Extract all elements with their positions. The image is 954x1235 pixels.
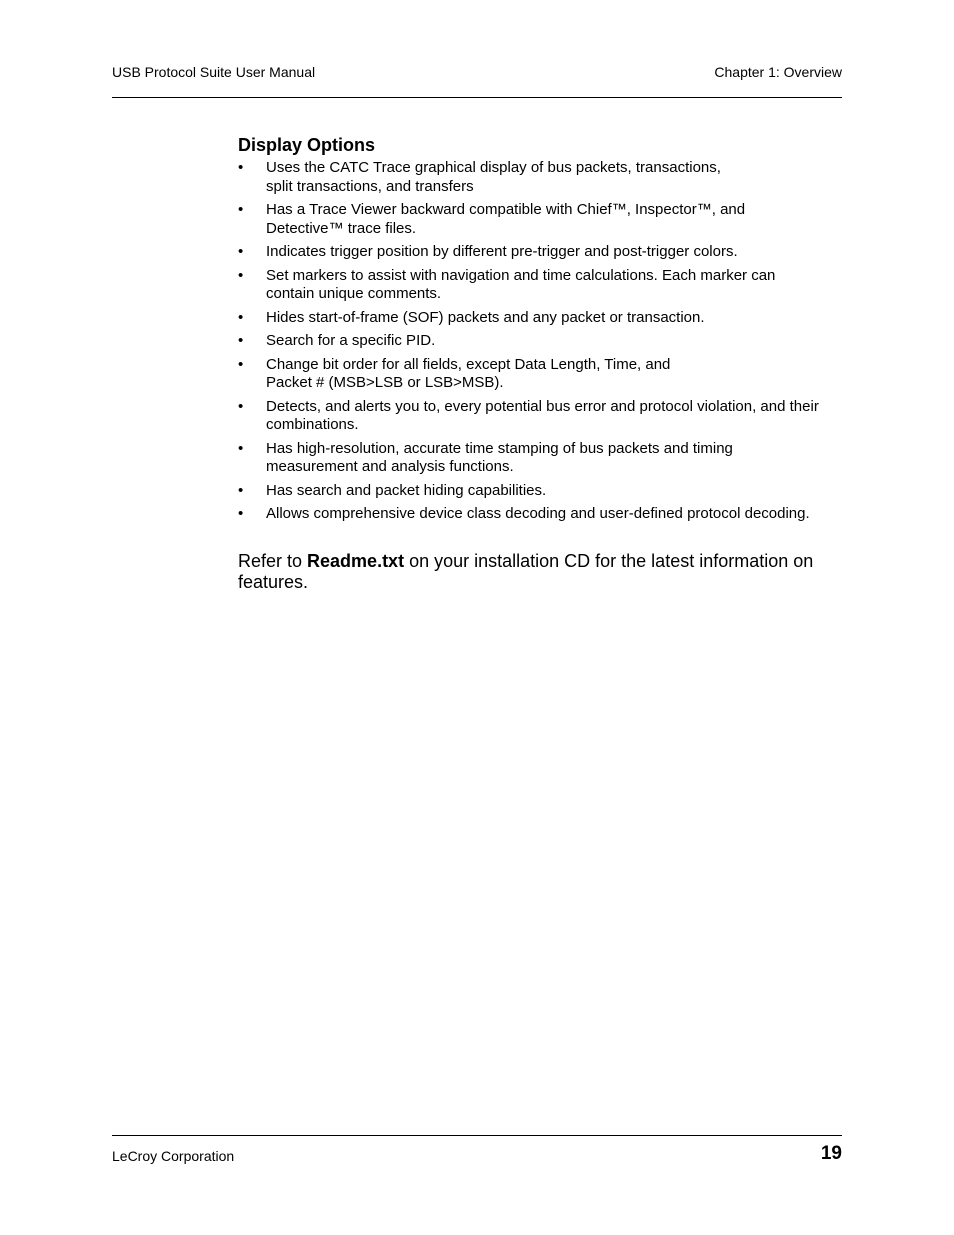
bullet: • xyxy=(238,266,244,284)
bullet: • xyxy=(238,201,244,218)
list-item xyxy=(238,505,842,524)
list-item-text: Change bit order for all fields, except Data Length, Time, and Packet # (MSB>LSB or LSB>MSB). xyxy=(266,355,671,391)
readme-note xyxy=(238,551,842,593)
feature-list xyxy=(238,159,842,524)
list-item-text: Hides start-of-frame (SOF) packets and any packet or transaction. xyxy=(266,308,705,326)
page-footer xyxy=(112,1143,842,1169)
list-item xyxy=(238,332,842,351)
header-rule xyxy=(112,97,842,98)
bullet: • xyxy=(238,243,244,260)
list-item xyxy=(238,267,842,304)
list-item-text: Detects, and alerts you to, every potential bus error and protocol violation, and their combinations. xyxy=(266,397,819,433)
list-item-text: Search for a specific PID. xyxy=(266,332,436,349)
readme-filename: Readme.txt xyxy=(307,550,405,571)
bullet: • xyxy=(238,397,244,415)
list-item xyxy=(238,440,842,477)
list-item xyxy=(238,482,842,501)
list-item-text: Set markers to assist with navigation and time calculations. Each marker can contain unique comments. xyxy=(266,266,776,302)
list-item-text: Has high-resolution, accurate time stamping of bus packets and timing measurement and analysis functions. xyxy=(266,439,733,475)
readme-note-suffix: on your installation CD for the latest information on features. xyxy=(238,550,814,592)
bullet: • xyxy=(238,481,244,499)
bullet: • xyxy=(238,332,244,349)
list-item xyxy=(238,356,842,393)
page-content xyxy=(238,134,842,611)
list-item-text: Allows comprehensive device class decoding and user-defined protocol decoding. xyxy=(266,505,810,522)
list-item xyxy=(238,201,842,238)
page-header xyxy=(112,64,842,84)
list-item xyxy=(238,309,842,328)
footer-company: LeCroy Corporation xyxy=(112,1148,235,1164)
list-item-text: Indicates trigger position by different pre-trigger and post-trigger colors. xyxy=(266,243,738,260)
list-item xyxy=(238,159,842,196)
header-manual-title: USB Protocol Suite User Manual xyxy=(112,64,316,80)
readme-note-prefix: Refer to xyxy=(238,550,308,571)
footer-rule xyxy=(112,1135,842,1136)
list-item-text: Has search and packet hiding capabilities. xyxy=(266,481,547,499)
list-item xyxy=(238,398,842,435)
list-item-text: Has a Trace Viewer backward compatible with Chief™, Inspector™, and Detective™ trace files. xyxy=(266,201,746,237)
list-item xyxy=(238,243,842,262)
list-item-text: Uses the CATC Trace graphical display of bus packets, transactions, split transactions, and transfers xyxy=(266,159,721,195)
bullet: • xyxy=(238,505,244,522)
bullet: • xyxy=(238,439,244,457)
bullet: • xyxy=(238,308,244,326)
page-number: 19 xyxy=(820,1143,842,1164)
section-title: Display Options xyxy=(238,135,376,155)
bullet: • xyxy=(238,355,244,373)
header-chapter-title: Chapter 1: Overview xyxy=(714,64,842,80)
bullet: • xyxy=(238,159,244,176)
